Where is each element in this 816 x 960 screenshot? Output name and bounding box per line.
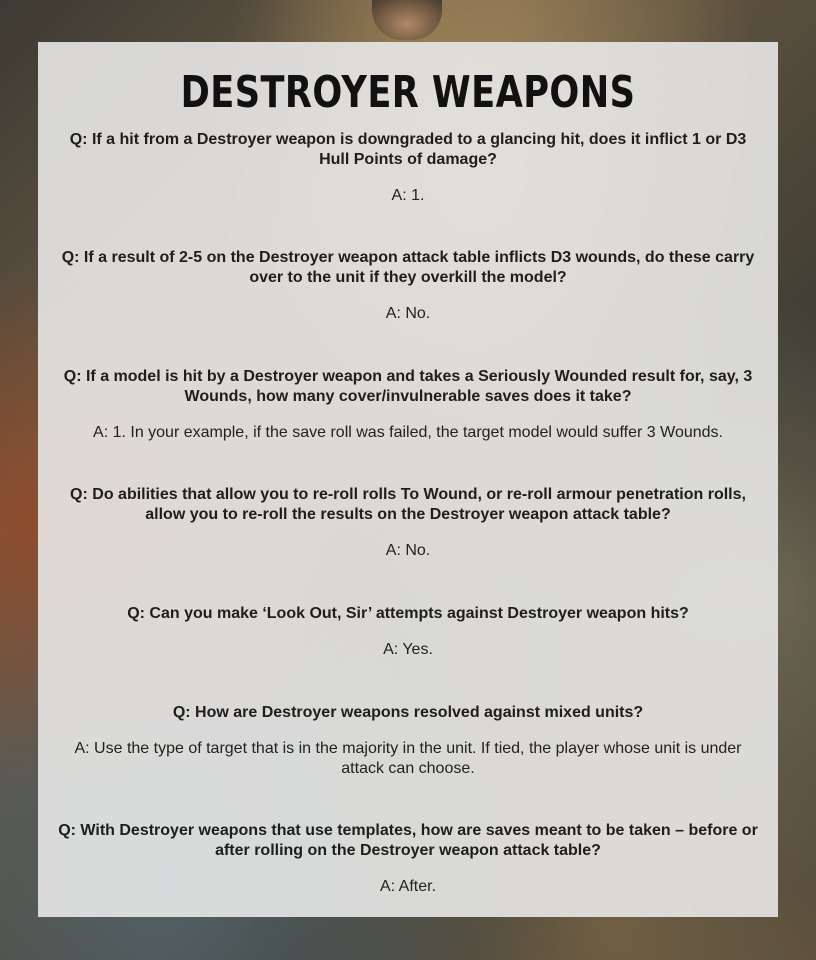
faq-answer: A: No.	[385, 305, 431, 322]
page-title: DESTROYER WEAPONS	[180, 67, 636, 118]
faq-item	[58, 604, 758, 660]
faq-question: Q: Can you make ‘Look Out, Sir’ attempts against Destroyer weapon hits?	[127, 605, 689, 622]
faq-answer: A: 1.	[391, 187, 425, 204]
background-artwork-figure	[372, 0, 442, 40]
faq-item	[58, 703, 758, 779]
faq-question: Q: Do abilities that allow you to re-roll rolls To Wound, or re-roll armour penetration rolls, allow you to re-roll the results on the Destroyer weapon attack table?	[70, 486, 746, 523]
faq-question: Q: If a model is hit by a Destroyer weapon and takes a Seriously Wounded result for, say, 3 Wounds, how many cover/invulnerable saves does it take?	[63, 368, 753, 405]
faq-item	[58, 485, 758, 561]
faq-answer: A: Use the type of target that is in the majority in the unit. If tied, the player whose unit is under attack can choose.	[74, 740, 742, 777]
faq-item	[58, 130, 758, 206]
faq-question: Q: If a hit from a Destroyer weapon is downgraded to a glancing hit, does it inflict 1 or D3 Hull Points of damage?	[69, 131, 747, 168]
faq-question: Q: If a result of 2-5 on the Destroyer weapon attack table inflicts D3 wounds, do these carry over to the unit if they overkill the model?	[61, 249, 755, 286]
faq-answer: A: 1. In your example, if the save roll was failed, the target model would suffer 3 Wounds.	[93, 424, 723, 441]
faq-question: Q: With Destroyer weapons that use templates, how are saves meant to be taken – before or after rolling on the Destroyer weapon attack table?	[58, 822, 758, 859]
faq-answer: A: After.	[379, 878, 437, 895]
faq-item	[58, 248, 758, 324]
faq-item	[58, 367, 758, 443]
faq-question: Q: How are Destroyer weapons resolved against mixed units?	[172, 704, 644, 721]
faq-answer: A: No.	[385, 542, 431, 559]
faq-answer: A: Yes.	[383, 641, 433, 658]
faq-item	[58, 821, 758, 897]
faq-panel	[38, 42, 778, 917]
